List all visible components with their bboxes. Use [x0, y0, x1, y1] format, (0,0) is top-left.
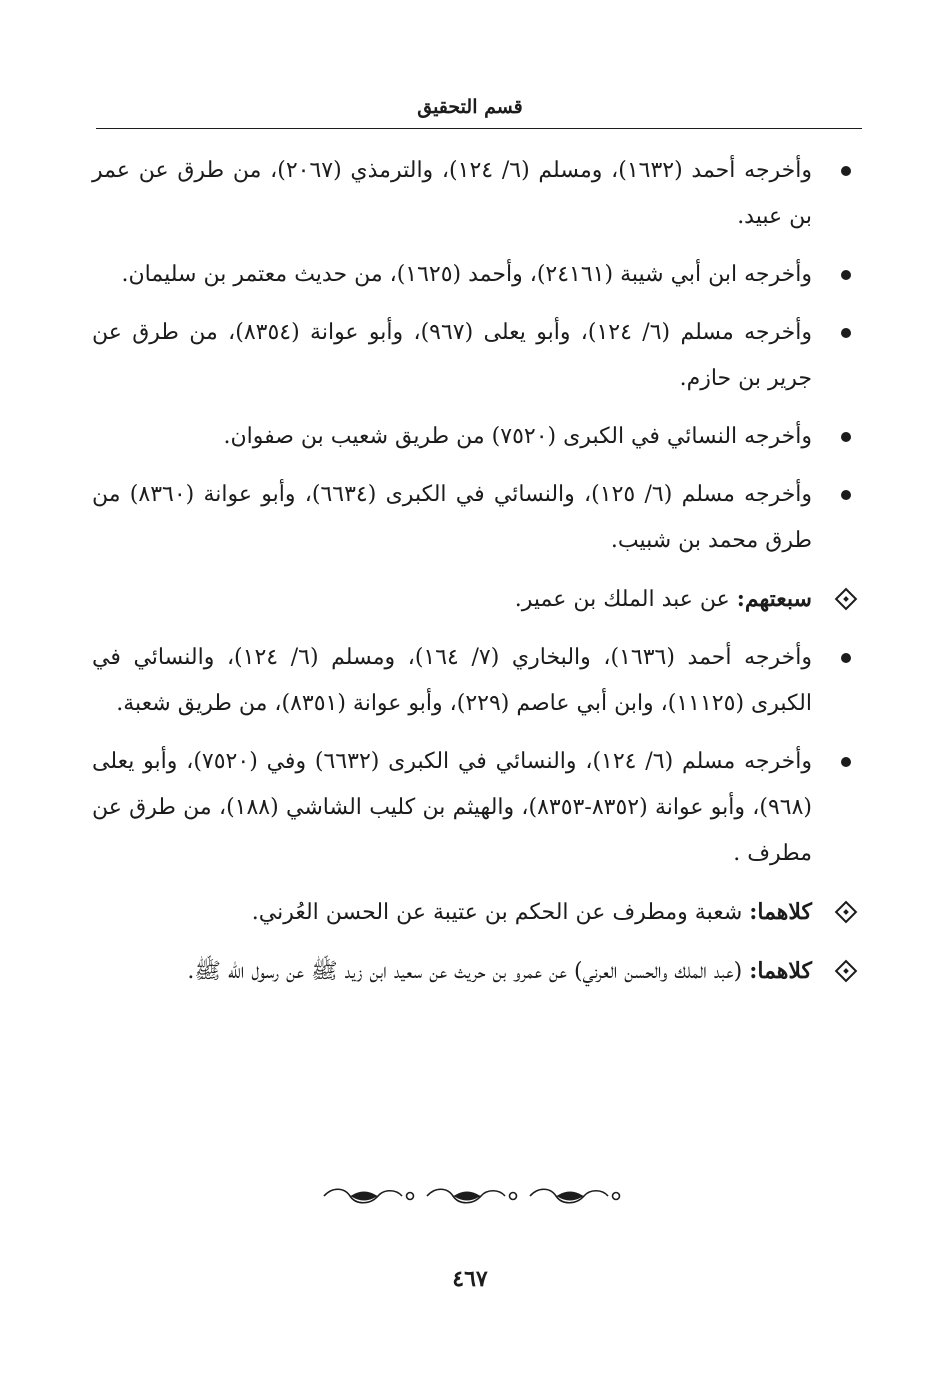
page-number: ٤٦٧ [452, 1266, 488, 1292]
list-item [92, 739, 812, 877]
ornament-divider-icon [318, 1181, 628, 1211]
entry-text: وأخرجه مسلم (٦/ ١٢٤)، والنسائي في الكبرى (٦٦٣٢) وفي (٧٥٢٠)، وأبو يعلى (٩٦٨)، وأبو عوانة (٨٣٥٢-٨٣٥٣)، والهيثم بن كليب الشاشي (١٨٨)، من طرق عن مطرف . [92, 749, 813, 866]
bullet-icon [834, 310, 858, 356]
bullet-icon [834, 739, 858, 785]
summary-item [92, 576, 812, 623]
bullet-icon [834, 414, 858, 460]
entry-text: وأخرجه مسلم (٦/ ١٢٤)، وأبو يعلى (٩٦٧)، وأبو عوانة (٨٣٥٤)، من طرق عن جرير بن حازم. [92, 320, 813, 391]
summary-text: عن عبد الملك بن عمير. [514, 587, 730, 612]
entry-text: وأخرجه مسلم (٦/ ١٢٥)، والنسائي في الكبرى (٦٦٣٤)، وأبو عوانة (٨٣٦٠) من طرق محمد بن شبيب. [92, 482, 813, 553]
diamond-icon [834, 889, 858, 935]
entry-text: وأخرجه أحمد (١٦٣٦)، والبخاري (٧/ ١٦٤)، ومسلم (٦/ ١٢٤)، والنسائي في الكبرى (١١١٢٥)، وابن أبي عاصم (٢٢٩)، وأبو عوانة (٨٣٥١)، من طريق شعبة. [92, 645, 812, 716]
bullet-icon [834, 635, 858, 681]
entry-text: وأخرجه النسائي في الكبرى (٧٥٢٠) من طريق شعيب بن صفوان. [223, 424, 812, 449]
bullet-icon [834, 472, 858, 518]
running-header-title: قسم التحقيق [417, 96, 523, 118]
entry-text: وأخرجه ابن أبي شيبة (٢٤١٦١)، وأحمد (١٦٢٥)، من حديث معتمر بن سليمان. [121, 262, 812, 287]
list-item [92, 148, 812, 240]
bullet-icon [834, 252, 858, 298]
summary-item [92, 948, 812, 995]
list-item [92, 310, 812, 402]
list-item [92, 252, 812, 298]
page-body [92, 148, 812, 1007]
summary-label: كلاهما: [749, 899, 812, 925]
summary-text: شعبة ومطرف عن الحكم بن عتيبة عن الحسن العُرني. [251, 900, 743, 925]
summary-label: كلاهما: [749, 958, 812, 984]
summary-label: سبعتهم: [736, 586, 812, 612]
entry-text: وأخرجه أحمد (١٦٣٢)، ومسلم (٦/ ١٢٤)، والترمذي (٢٠٦٧)، من طرق عن عمر بن عبيد. [92, 158, 813, 229]
header-divider [96, 128, 862, 129]
list-item [92, 635, 812, 727]
bullet-icon [834, 148, 858, 194]
list-item [92, 414, 812, 460]
diamond-icon [834, 576, 858, 622]
diamond-icon [834, 948, 858, 994]
summary-item [92, 889, 812, 936]
summary-text: (عبد الملك والحسن العرني) عن عمرو بن حريث عن سعيد ابن زيد ﷺ عن رسول الله ﷺ. [187, 959, 743, 984]
list-item [92, 472, 812, 564]
